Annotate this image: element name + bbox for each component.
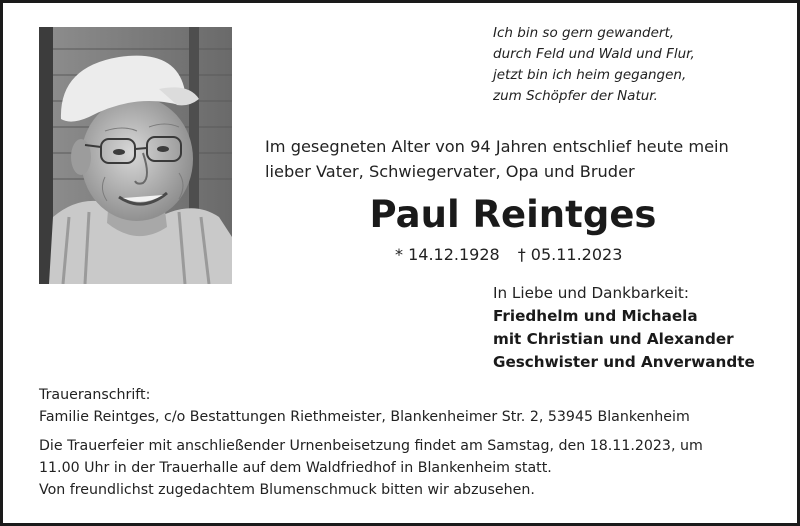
intro-text bbox=[265, 134, 785, 184]
mourner-name: mit Christian und Alexander bbox=[493, 330, 734, 348]
poem bbox=[493, 23, 773, 107]
mourners-block bbox=[493, 282, 793, 374]
address-label: Traueranschrift: bbox=[39, 387, 151, 403]
birth-date: * 14.12.1928 bbox=[395, 245, 500, 264]
portrait-photo bbox=[39, 27, 232, 284]
address-text: Familie Reintges, c/o Bestattungen Riethmeister, Blankenheimer Str. 2, 53945 Blankenheim bbox=[39, 409, 690, 425]
deceased-name: Paul Reintges bbox=[369, 193, 657, 236]
death-date: † 05.11.2023 bbox=[517, 245, 623, 264]
mourner-name: Geschwister und Anverwandte bbox=[493, 353, 755, 371]
poem-line: Ich bin so gern gewandert, bbox=[493, 25, 675, 41]
mourner-name: Friedhelm und Michaela bbox=[493, 307, 698, 325]
poem-line: zum Schöpfer der Natur. bbox=[493, 88, 658, 104]
ceremony-info bbox=[39, 435, 779, 501]
life-dates bbox=[395, 244, 622, 266]
intro-line: lieber Vater, Schwiegervater, Opa und Bruder bbox=[265, 162, 635, 181]
poem-line: jetzt bin ich heim gegangen, bbox=[493, 67, 687, 83]
poem-line: durch Feld und Wald und Flur, bbox=[493, 46, 695, 62]
mourners-heading: In Liebe und Dankbarkeit: bbox=[493, 284, 689, 302]
ceremony-line: 11.00 Uhr in der Trauerhalle auf dem Waldfriedhof in Blankenheim statt. bbox=[39, 460, 552, 476]
ceremony-line: Von freundlichst zugedachtem Blumenschmuck bitten wir abzusehen. bbox=[39, 482, 535, 498]
mourning-address bbox=[39, 384, 779, 428]
intro-line: Im gesegneten Alter von 94 Jahren entschlief heute mein bbox=[265, 137, 729, 156]
ceremony-line: Die Trauerfeier mit anschließender Urnenbeisetzung findet am Samstag, den 18.11.2023, um bbox=[39, 438, 703, 454]
